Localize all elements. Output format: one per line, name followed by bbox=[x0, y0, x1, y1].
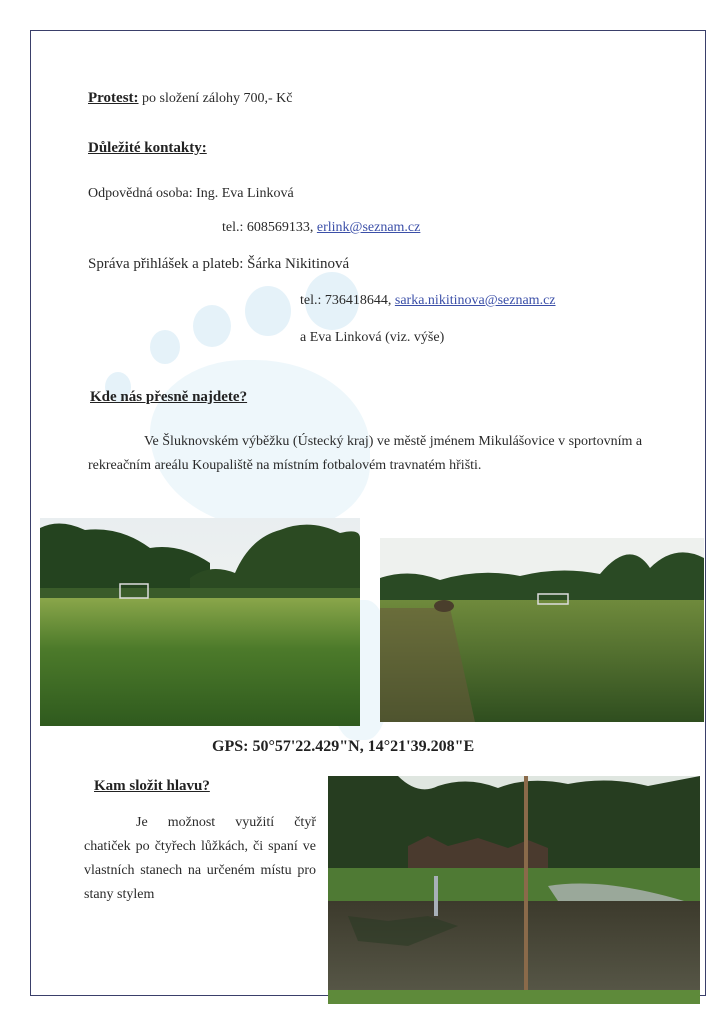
accommodation-text: Je možnost využití čtyř chatiček po čtyřech lůžkách, či spaní ve vlastních stanech na určeném místu pro stany stylem bbox=[84, 815, 316, 902]
registrations-also: a Eva Linková (viz. výše) bbox=[300, 330, 445, 345]
field-photo-right bbox=[380, 538, 704, 722]
location-text: Ve Šluknovském výběžku (Ústecký kraj) ve městě jménem Mikulášovice v sportovním a rekreačním areálu Koupaliště na místním fotbalovém travnatém hřišti. bbox=[88, 434, 643, 473]
location-heading: Kde nás přesně najdete? bbox=[90, 389, 248, 405]
responsible-person: Odpovědná osoba: Ing. Eva Linková bbox=[88, 186, 294, 201]
pond-cabins-photo bbox=[328, 776, 700, 1004]
gps-coordinates: GPS: 50°57'22.429"N, 14°21'39.208"E bbox=[212, 738, 475, 755]
registrations-email-link[interactable]: sarka.nikitinova@seznam.cz bbox=[394, 293, 556, 308]
registrations-person: Správa přihlášek a plateb: Šárka Nikitinová bbox=[88, 256, 350, 272]
responsible-tel: tel.: 608569133, bbox=[222, 220, 314, 235]
protest-text: po složení zálohy 700,- Kč bbox=[142, 91, 293, 106]
accommodation-heading: Kam složit hlavu? bbox=[94, 778, 210, 794]
protest-line bbox=[88, 90, 293, 107]
registrations-tel: tel.: 736418644, bbox=[300, 293, 392, 308]
responsible-contact bbox=[222, 220, 420, 236]
field-photo-left bbox=[40, 518, 360, 726]
protest-label: Protest: bbox=[88, 90, 139, 106]
responsible-email-link[interactable]: erlink@seznam.cz bbox=[316, 220, 421, 235]
registrations-contact bbox=[300, 293, 556, 309]
contacts-heading: Důležité kontakty: bbox=[88, 140, 207, 156]
